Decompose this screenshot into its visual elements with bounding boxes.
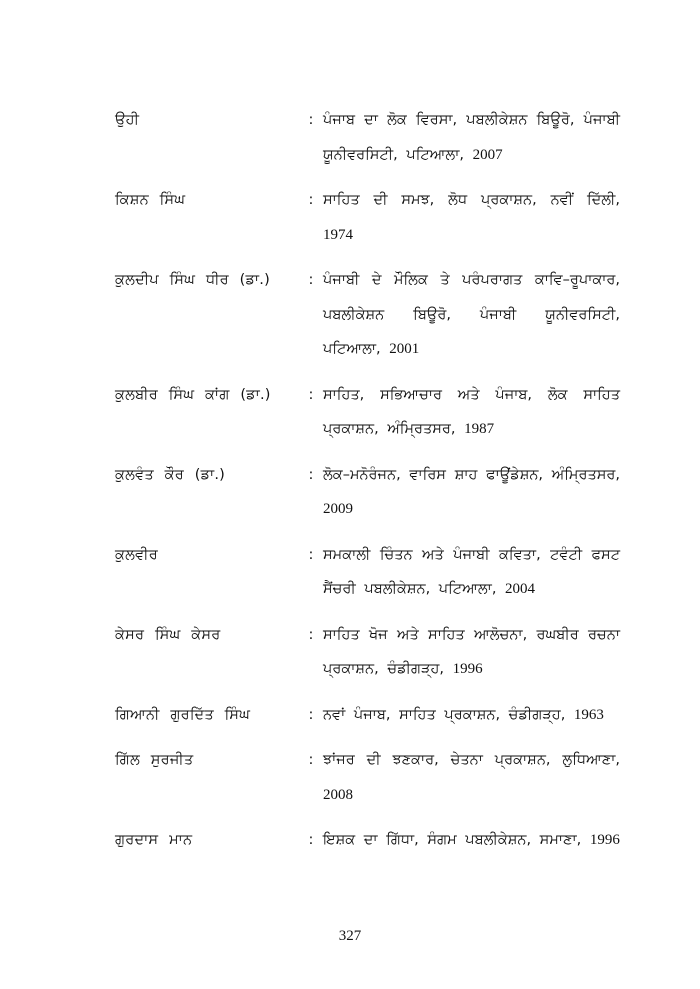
entry-separator: : — [308, 272, 314, 288]
citation-text: ਝਾਂਜਰ ਦੀ ਝਣਕਾਰ, ਚੇਤਨਾ ਪ੍ਰਕਾਸ਼ਨ, ਲੁਧਿਆਣਾ, — [323, 752, 620, 768]
citation-year: 1996 — [589, 832, 620, 848]
entry-author: ਕੁਲਦੀਪ ਸਿੰਘ ਧੀਰ (ਡਾ.) — [115, 272, 270, 288]
bibliography-entry — [115, 183, 620, 252]
citation-text: ਸਾਹਿਤ ਦੀ ਸਮਝ, ਲੋਧ ਪ੍ਰਕਾਸ਼ਨ, ਨਵੀਂ ਦਿੱਲੀ, — [323, 192, 620, 208]
entry-citation — [323, 263, 620, 367]
bibliography-entry — [115, 103, 620, 172]
citation-year: 2007 — [472, 146, 503, 163]
bibliography-entry — [115, 538, 620, 607]
entry-separator: : — [308, 386, 314, 403]
bibliography-entry — [115, 458, 620, 527]
entry-author: ਗੁਰਦਾਸ ਮਾਨ — [115, 832, 193, 848]
entry-citation — [323, 378, 620, 447]
citation-year: 2001 — [389, 341, 420, 357]
entry-separator: : — [308, 832, 314, 848]
citation-text: ਇਸ਼ਕ ਦਾ ਗਿੱਧਾ, ਸੰਗਮ ਪਬਲੀਕੇਸ਼ਨ, ਸਮਾਣਾ, — [323, 832, 582, 848]
entry-citation — [323, 823, 620, 858]
entry-separator: : — [308, 112, 314, 128]
citation-text: ਪੰਜਾਬੀ ਦੇ ਮੌਲਿਕ ਤੇ ਪਰੰਪਰਾਗਤ ਕਾਵਿ–ਰੂਪਾਕਾਰ, ਪਬਲੀਕੇਸ਼ਨ ਬਿਊਰੋ, ਪੰਜਾਬੀ ਯੂਨੀਵਰਸਿਟੀ, ਪਟਿਆਲਾ, — [323, 272, 620, 357]
bibliography-entry — [115, 743, 620, 812]
bibliography-entry — [115, 378, 620, 447]
entry-separator: : — [308, 752, 314, 768]
entry-separator: : — [308, 192, 314, 208]
citation-text: ਲੋਕ–ਮਨੋਰੰਜਨ, ਵਾਰਿਸ ਸ਼ਾਹ ਫਾਊਂਡੇਸ਼ਨ, ਅੰਮ੍ਰਿਤਸਰ, — [323, 466, 620, 483]
page-number: 327 — [338, 928, 362, 944]
entry-citation — [323, 698, 620, 733]
citation-text: ਸਮਕਾਲੀ ਚਿੰਤਨ ਅਤੇ ਪੰਜਾਬੀ ਕਵਿਤਾ, ਟਵੰਟੀ ਫਸਟ ਸੈਂਚਰੀ ਪਬਲੀਕੇਸ਼ਨ, ਪਟਿਆਲਾ, — [323, 546, 620, 597]
citation-text: ਸਾਹਿਤ ਖੋਜ ਅਤੇ ਸਾਹਿਤ ਆਲੋਚਨਾ, ਰਘਬੀਰ ਰਚਨਾ ਪ੍ਰਕਾਸ਼ਨ, ਚੰਡੀਗੜ੍ਹ, — [323, 626, 620, 677]
entry-citation — [323, 103, 620, 172]
entry-separator: : — [308, 626, 314, 643]
entry-citation — [323, 458, 620, 527]
bibliography-entry — [115, 823, 620, 858]
citation-year: 2008 — [323, 786, 353, 803]
bibliography-list — [115, 103, 620, 869]
citation-year: 1996 — [452, 661, 483, 677]
bibliography-entry — [115, 618, 620, 687]
citation-year: 1987 — [464, 421, 495, 437]
entry-author: ਗਿਆਨੀ ਗੁਰਦਿੱਤ ਸਿੰਘ — [115, 706, 251, 723]
citation-year: 1974 — [323, 226, 353, 243]
entry-author: ਕੁਲਵੰਤ ਕੌਰ (ਡਾ.) — [115, 466, 226, 483]
entry-separator: : — [308, 706, 314, 723]
entry-citation — [323, 538, 620, 607]
entry-author: ਉਹੀ — [115, 112, 140, 128]
citation-year: 2009 — [323, 501, 353, 517]
entry-author: ਕੇਸਰ ਸਿੰਘ ਕੇਸਰ — [115, 626, 221, 643]
citation-text: ਸਾਹਿਤ, ਸਭਿਆਚਾਰ ਅਤੇ ਪੰਜਾਬ, ਲੋਕ ਸਾਹਿਤ ਪ੍ਰਕਾਸ਼ਨ, ਅੰਮ੍ਰਿਤਸਰ, — [323, 386, 620, 437]
entry-author: ਕੁਲਬੀਰ ਸਿੰਘ ਕਾਂਗ (ਡਾ.) — [115, 386, 271, 403]
bibliography-entry — [115, 263, 620, 367]
bibliography-entry — [115, 698, 620, 733]
citation-year: 1963 — [573, 706, 604, 723]
entry-author: ਕੁਲਵੀਰ — [115, 546, 158, 563]
citation-text: ਨਵਾਂ ਪੰਜਾਬ, ਸਾਹਿਤ ਪ੍ਰਕਾਸ਼ਨ, ਚੰਡੀਗੜ੍ਹ, — [323, 706, 566, 723]
entry-citation — [323, 743, 620, 812]
entry-separator: : — [308, 466, 314, 483]
entry-author: ਕਿਸ਼ਨ ਸਿੰਘ — [115, 192, 186, 208]
entry-citation — [323, 183, 620, 252]
entry-separator: : — [308, 546, 314, 563]
entry-author: ਗਿੱਲ ਸੁਰਜੀਤ — [115, 752, 194, 768]
citation-year: 2004 — [505, 581, 536, 597]
entry-citation — [323, 618, 620, 687]
citation-text: ਪੰਜਾਬ ਦਾ ਲੋਕ ਵਿਰਸਾ, ਪਬਲੀਕੇਸ਼ਨ ਬਿਊਰੋ, ਪੰਜਾਬੀ ਯੂਨੀਵਰਸਿਟੀ, ਪਟਿਆਲਾ, — [323, 112, 620, 163]
